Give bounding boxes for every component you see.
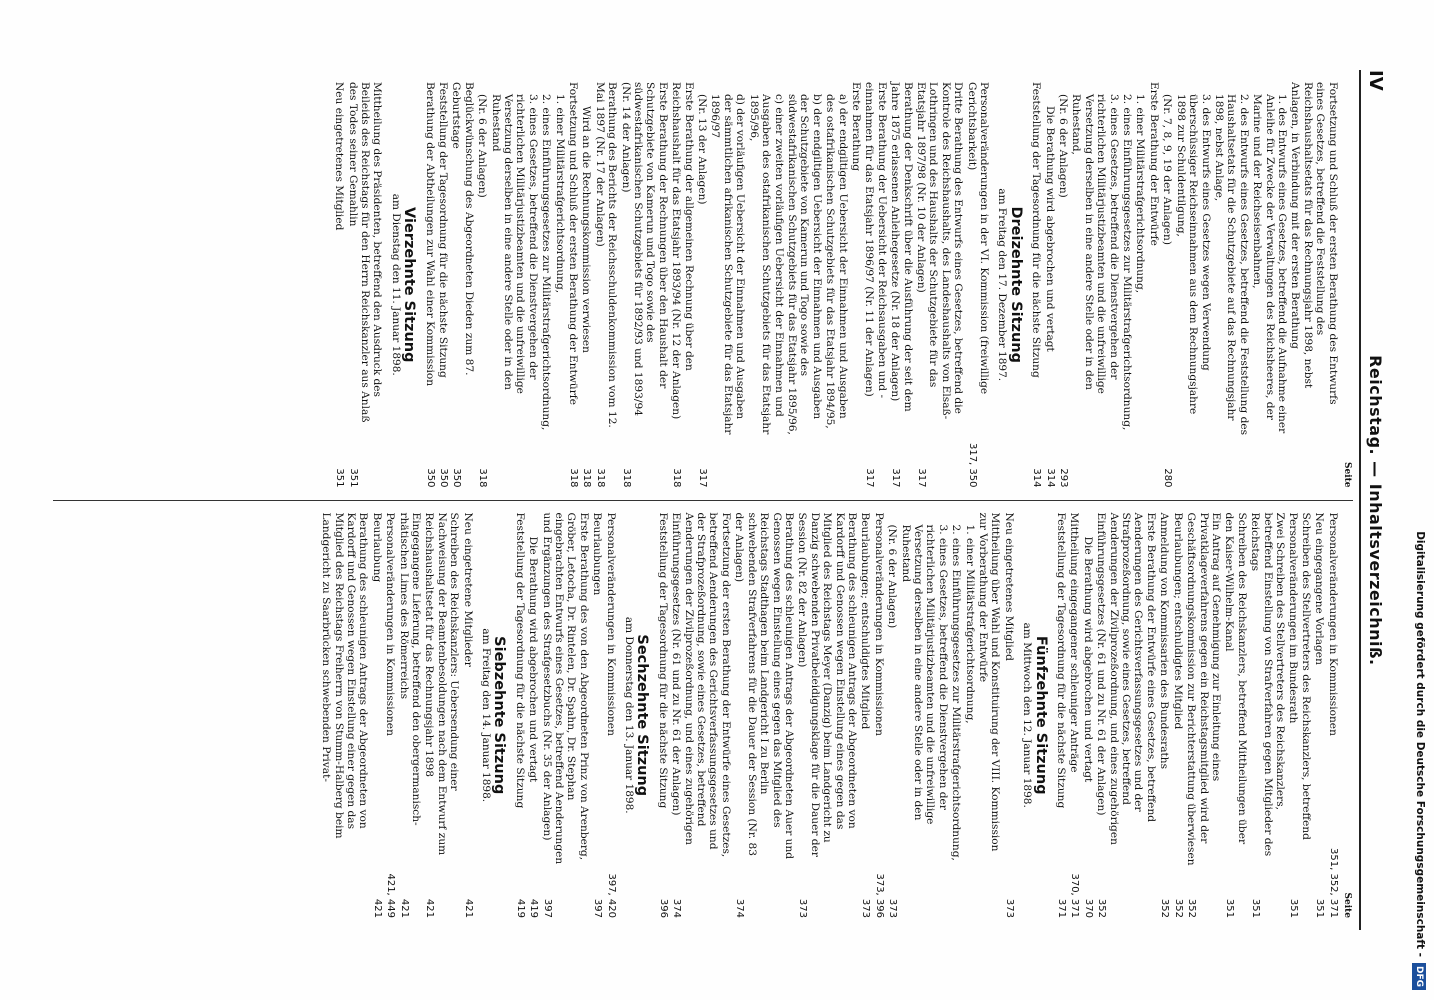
toc-entry-text: Feststellung der Tagesordnung für die nächste Sitzung (1030, 82, 1043, 378)
toc-entry-page: 280 (1162, 468, 1174, 488)
toc-entry (1134, 82, 1146, 488)
toc-entry (604, 513, 616, 919)
toc-entry (527, 513, 539, 919)
toc-entry (1057, 82, 1069, 488)
toc-entry-text: Personalveränderungen in Kommissionen (1326, 512, 1339, 736)
toc-entry-page: 396 (657, 898, 669, 918)
toc-entry (1326, 513, 1338, 919)
toc-entry-page: 350 (437, 468, 449, 488)
toc-entry (1030, 82, 1042, 488)
toc-entry-text: a) der endgiltigen Uebersicht der Einnahmen und Ausgaben des ostafrikanischen Schutzgebiets für das Etatsjahr 1894/95, (824, 94, 849, 429)
toc-entry (1289, 82, 1339, 488)
toc-entry (747, 82, 784, 488)
toc-entry-text: Neu eingetretenes Mitglied (333, 82, 346, 231)
digitization-note (1408, 10, 1432, 990)
toc-entry-page: 421, 449 (385, 873, 397, 918)
toc-entry (370, 513, 382, 919)
toc-entry-text: 3. eines Gesetzes, betreffend die Dienstvergehen der richterlichen Militärjustizbeamten und die unfreiwillige Versetzung derselben in eine andere Stelle oder in den Ruhestand (489, 94, 539, 394)
toc-entry (965, 82, 990, 488)
toc-entry-text: Neu eingegangene Vorlagen (1313, 512, 1326, 665)
toc-entry (1185, 513, 1222, 919)
toc-entry-text: Mittheilung über Wahl und Konstituirung der VIII. Kommission zur Vorberathung der Entwürfe (977, 512, 1002, 852)
toc-entry-text: Berathung des schleunigen Antrags der Abgeordneten Auer und Genossen wegen Einstellung eines gegen das Mitglied des Reichstags Stadthagen beim Landgericht I zu Berlin schwebenden Strafverfahrens für die Dauer der Session (Nr. 83 der Anlagen) (733, 512, 795, 860)
toc-entry-text: (Nr. 13 der Anlagen) (696, 94, 709, 205)
toc-entry-text: 2. des Entwurfs eines Gesetzes, betreffend die Feststellung des Haushaltsetats für die Schutzgebiete auf das Rechnungsjahr 1898, nebst Anlage, (1212, 94, 1250, 436)
toc-entry (1251, 82, 1288, 488)
toc-entry-text: 3. eines Gesetzes, betreffend die Dienstvergehen der richterlichen Militärjustizbeamten und die unfreiwillige Versetzung derselben in eine andere Stelle oder in den Ruhestand, (1070, 94, 1120, 394)
session-heading: Vierzehnte Sitzung (401, 207, 418, 363)
toc-entry (1158, 513, 1170, 919)
toc-entry-page: 351 (1250, 898, 1262, 918)
page-header (1359, 70, 1386, 930)
toc-entry-text: 3. des Entwurfs eines Gesetzes wegen Verwendung überschüssiger Reichseinnahmen aus dem Rechnungsjahre 1898 zur Schuldentilgung, (1174, 94, 1212, 415)
toc-entry-page: 351 (1288, 898, 1300, 918)
toc-entry-text: Die Berathung wird abgebrochen und vertagt (1081, 536, 1094, 783)
toc-entry (1070, 82, 1120, 488)
toc-entry (1002, 513, 1014, 919)
toc-columns (53, 70, 1353, 930)
toc-entry (1055, 513, 1067, 919)
toc-entry-page: 317 (890, 468, 902, 488)
toc-entry-page: 317, 350 (966, 442, 978, 488)
toc-entry-text: Fortsetzung und Schluß der ersten Berathung der Entwürfe (567, 82, 580, 405)
session-date: am Donnerstag den 13. Januar 1898. (623, 616, 636, 814)
toc-entry-text: Neu eingetretene Mitglieder (461, 512, 474, 667)
toc-entry (513, 513, 525, 919)
toc-entry-page: 318 (568, 468, 580, 488)
toc-entry-text: Schreiben des Stellvertreters des Reichskanzlers, betreffend Personalveränderungen im Bundesrath (1287, 512, 1312, 840)
toc-entry-page: 421 (462, 898, 474, 918)
toc-entry (1095, 513, 1157, 919)
page-number: IV (1365, 70, 1386, 91)
toc-entry-text: Fortsetzung der ersten Berathung der Entwürfe eines Gesetzes, betreffend Aenderungen des Gerichtsverfassungsgesetzes und der Strafprozeßordnung, sowie eines Gesetzes, betreffend Aenderungen der Zivilprozeßordnung, und eines zugehörigen Einführungsgesetzes (Nr. 61 und zu Nr. 61 der Anlagen) (670, 512, 732, 858)
toc-entry (320, 513, 370, 919)
toc-entry (333, 82, 345, 488)
toc-entry-page: 373 (887, 898, 899, 918)
toc-entry-text: Mittheilung des Präsidenten, betreffend den Ausdruck des Beileids des Reichstags für den Herrn Reichskanzler aus Anlaß des Todes seiner Gemahlin (346, 82, 384, 423)
toc-entry-text: Die Berathung wird abgebrochen und vertagt (527, 536, 540, 783)
toc-entry-page: 373 (1003, 898, 1015, 918)
toc-entry (696, 82, 708, 488)
toc-entry-page: 352 (1159, 898, 1171, 918)
toc-entry (1121, 82, 1133, 488)
toc-entry (889, 82, 914, 488)
toc-entry-text: 1. einer Militärstrafgerichtsordnung, (963, 524, 976, 724)
toc-entry-text: Eingegangene Lieferung, betreffend den obergermanisch-rhätischen Limes des Römerreichs (397, 512, 422, 826)
toc-entry-page: 293 (1058, 468, 1070, 488)
toc-entry-text: Wird an die Rechnungskommission verwiesen (580, 106, 593, 353)
toc-entry (1161, 82, 1173, 488)
toc-entry-text: Anmeldung von Kommissarien des Bundesraths (1158, 512, 1171, 770)
toc-entry-page: 318 (581, 468, 593, 488)
toc-entry (476, 82, 488, 488)
toc-entry-page: 317 (697, 468, 709, 488)
toc-entry-page: 421 (398, 898, 410, 918)
toc-entry-text: Berathung der Abtheilungen zur Wahl einer Kommission (423, 82, 436, 387)
toc-entry-text: Beglückwünschung des Abgeordneten Dieden zum 87. Geburtstage (450, 82, 475, 376)
toc-entry-page: 351, 352, 371 (1327, 848, 1339, 918)
funding-note: Digitalisierung gefördert durch die Deutsche Forschungsgemeinschaft - (1414, 531, 1426, 957)
toc-entry-text: 1. einer Militärstrafgerichtsordnung, (1134, 94, 1147, 294)
toc-entry (450, 82, 475, 488)
toc-entry (786, 82, 823, 488)
toc-column-left (53, 70, 1353, 500)
toc-entry-text: Feststellung der Tagesordnung für die nächste Sitzung (436, 82, 449, 378)
toc-entry (461, 513, 473, 919)
toc-entry (423, 513, 460, 919)
toc-entry-text: Berathung des Berichts der Reichsschuldenkommission vom 12. Mai 1897 (Nr. 17 der Anlagen) (593, 82, 619, 428)
toc-entry (1081, 513, 1093, 919)
toc-entry-page: 421 (424, 898, 436, 918)
toc-entry (1287, 513, 1312, 919)
toc-entry (384, 513, 396, 919)
toc-entry (859, 513, 871, 919)
toc-entry-text: Beurlaubung (370, 512, 383, 583)
toc-entry-page: 371 (1056, 898, 1068, 918)
toc-entry-page: 373, 396 (873, 873, 885, 918)
toc-entry (1249, 513, 1286, 919)
toc-entry (591, 513, 603, 919)
toc-entry-page: 317 (916, 468, 927, 488)
toc-entry-text: Berathung des schleunigen Antrags der Abgeordneten von Kardorff und Genossen wegen Einstellung eines gegen das Mitglied des Reichstags Meyer (Danzig) beim Landgericht zu Danzig schwebenden Privatbeleidigungsklage für die Dauer der Session (Nr. 82 der Anlagen) (796, 512, 858, 857)
toc-entry (733, 513, 795, 919)
toc-entry-text: (Nr. 6 der Anlagen) (476, 94, 489, 198)
toc-entry (423, 82, 435, 488)
toc-entry-page: 350 (451, 468, 463, 488)
toc-entry-text: Erste Berathung der Entwürfe eines Gesetzes, betreffend Aenderungen des Gerichtsverfassungsgesetzes und der Strafprozeßordnung, sowie eines Gesetzes, betreffend Aenderungen der Zivilprozeßordnung, und eines zugehörigen Einführungsgesetzes (Nr. 61 und zu Nr. 61 der Anlagen) (1095, 512, 1157, 845)
toc-entry-text: Mittheilung eingegangener schleuniger Anträge (1068, 512, 1081, 773)
toc-entry-text: c) einer zweiten vorläufigen Uebersicht der Einnahmen und Ausgaben des ostafrikanischen Schutzgebiets für das Etatsjahr 1895/96, (747, 94, 785, 435)
toc-entry (553, 82, 565, 488)
toc-entry (850, 82, 862, 488)
session-heading: Dreizehnte Sitzung (1007, 206, 1024, 364)
toc-entry-page: 314 (1044, 468, 1056, 488)
toc-entry-text: (Nr. 6 der Anlagen) (886, 524, 899, 629)
toc-entry (796, 513, 858, 919)
toc-entry-page: 314 (1031, 468, 1043, 488)
toc-entry (670, 82, 695, 488)
toc-entry-page: 419 (514, 898, 526, 918)
toc-entry-text: Berathung der Denkschrift über die Ausführung der seit dem Jahre 1875 erlassenen Anleihegesetze (Nr. 18 der Anlagen) (889, 82, 914, 412)
toc-entry-page: 352 (1172, 898, 1184, 918)
toc-entry-text: d) der vorläufigen Uebersicht der Einnahmen und Ausgaben der sämmtlichen afrikanischen Schutzgebiete für das Etatsjahr 1896/97 (709, 94, 747, 435)
toc-entry-text: Erste Berathung der Rechnungen über den Haushalt der Schutzgebiete von Kamerun und Togo sowie des südwestafrikanischen Schutzgebiets für 1892/93 und 1893/94 (Nr. 14 der Anlagen) (619, 82, 669, 416)
toc-entry (1174, 82, 1211, 488)
toc-entry-text: Erste Berathung der Uebersicht der Reichsausgaben und -einnahmen für das Etatsjahr 1896/97 (Nr. 11 der Anlagen) (863, 82, 888, 399)
toc-entry (567, 82, 579, 488)
toc-entry-page: 317 (864, 468, 876, 488)
toc-entry-page: 370, 371 (1069, 873, 1081, 918)
toc-entry-text: Erste Berathung (849, 82, 862, 172)
toc-entry-page: 421 (371, 898, 383, 918)
toc-entry-page: 373 (860, 898, 872, 918)
toc-entry (670, 513, 732, 919)
toc-entry-page: 397 (541, 898, 553, 918)
toc-entry-text: Die Berathung wird abgebrochen und vertagt (1043, 106, 1056, 352)
session-heading: Siebzehnte Sitzung (491, 636, 508, 795)
toc-entry-text: Schreiben des Reichskanzlers: Uebersendung einer Nachweisung der Beamtenbesoldungen nach dem Entwurf zum Reichshaushaltsetat für das Rechnungsjahr 1898 (423, 512, 461, 856)
session-date: am Freitag den 17. Dezember 1897. (996, 188, 1009, 382)
toc-entry-text: Beurlaubungen; entschuldigtes Mitglied (1171, 512, 1184, 730)
toc-entry-page: 397 (592, 898, 604, 918)
toc-entry (619, 82, 669, 488)
toc-entry-page: 374 (734, 898, 746, 918)
toc-entry (1043, 82, 1055, 488)
toc-entry-page: 352 (1096, 898, 1108, 918)
toc-entry (437, 82, 449, 488)
toc-entry (963, 513, 975, 919)
column-heading-left: Seite (1342, 461, 1352, 488)
toc-entry (1213, 82, 1250, 488)
page-title: Reichstag. — Inhaltsverzeichniß. (1366, 355, 1385, 666)
toc-entry (977, 513, 1002, 919)
toc-entry (593, 82, 618, 488)
toc-entry (540, 82, 552, 488)
toc-entry-text: Feststellung der Tagesordnung für die nächste Sitzung (656, 512, 669, 809)
toc-entry-page: 370 (1082, 898, 1094, 918)
toc-entry (397, 513, 422, 919)
toc-entry-page: 351 (347, 468, 359, 488)
toc-entry-text: Fortsetzung und Schluß der ersten Berathung des Entwurfs eines Gesetzes, betreffend die Feststellung des Reichshaushaltsetats für das Rechnungsjahr 1898, nebst Anlagen, in Verbindung mit der ersten Berathung (1289, 82, 1339, 405)
toc-entry-text: 2. eines Einführungsgesetzes zur Militärstrafgerichtsordnung, (1121, 94, 1134, 431)
toc-entry-page: 351 (1224, 898, 1236, 918)
toc-entry-text: Feststellung der Tagesordnung für die nächste Sitzung (1055, 512, 1068, 809)
toc-entry-text: 1. des Entwurfs eines Gesetzes, betreffend die Aufnahme einer Anleihe für Zwecke der Verwaltungen des Reichsheeres, der Marine und der Reichseisenbahnen, (1251, 94, 1288, 434)
toc-entry-text: b) der endgiltigen Uebersicht der Einnahmen und Ausgaben der Schutzgebiete von Kamerun und Togo sowie des südwestafrikanischen Schutzgebiets für das Etatsjahr 1895/96, (785, 94, 823, 435)
toc-entry-page: 318 (477, 468, 489, 488)
toc-entry-page: 350 (424, 468, 436, 488)
toc-column-right (53, 500, 1353, 931)
toc-entry (1148, 82, 1160, 488)
toc-entry-text: Schreiben des Reichskanzlers, betreffend Mittheilungen über den Kaiser-Wilhelm-Kanal (1223, 512, 1248, 845)
toc-entry-text: Personalveränderungen in Kommissionen (872, 512, 885, 736)
toc-entry (824, 82, 849, 488)
toc-entry (580, 82, 592, 488)
toc-entry-text: Dritte Berathung des Entwurfs eines Gesetzes, betreffend die Kontrole des Reichshaushalts, des Landeshaushalts von Elsaß-Lothringen und des Haushalts der Schutzgebiete für das Etatsjahr 1897/98 (Nr. 10 der Anlagen) (915, 82, 965, 420)
toc-entry (872, 513, 884, 919)
toc-entry-text: Personalveränderungen in Kommissionen (604, 512, 617, 736)
dfg-logo: DFG (1412, 963, 1426, 990)
toc-entry (1171, 513, 1183, 919)
toc-entry-page: 318 (671, 468, 683, 488)
toc-entry-text: Zwei Schreiben des Stellvertreters des Reichskanzlers, betreffend Einstellung von Strafverfahren gegen Mitglieder des Reichstags (1249, 512, 1286, 857)
toc-entry-page: 318 (620, 468, 632, 488)
toc-entry-text: Berathung des schleunigen Antrags der Abgeordneten von Kardorff und Genossen wegen Einstellung einer gegen das Mitglied des Reichstags Freiherrn von Stumm-Halberg beim Landgericht zu Saarbrücken schwebenden Privat- (320, 512, 370, 839)
toc-entry-page: 373 (797, 898, 809, 918)
toc-entry-text: Erste Berathung des von den Abgeordneten Prinz von Arenberg, Gröber, Letocha, Dr. Rintelen, Dr. Spahn, Dr. Stephan eingebrachten Entwurfs eines Gesetzes, betreffend Aenderungen und Ergänzungen des Strafgesetzbuchs (Nr. 35 der Anlagen) (540, 512, 590, 865)
toc-entry-page: 374 (671, 898, 683, 918)
toc-entry-text: 2. eines Einführungsgesetzes zur Militärstrafgerichtsordnung, (950, 524, 963, 861)
toc-entry-page: 352 (1186, 898, 1198, 918)
toc-entry (899, 513, 949, 919)
toc-entry (915, 82, 965, 488)
session-heading: Sechzehnte Sitzung (634, 634, 651, 797)
toc-entry-text: Personalveränderungen in der VI. Kommission (freiwillige Gerichtsbarkeit) (965, 82, 991, 395)
toc-entry-page: 351 (1314, 898, 1326, 918)
toc-entry-page: 318 (594, 468, 606, 488)
toc-entry-text: Neu eingetretenes Mitglied (1002, 512, 1015, 661)
toc-entry-text: 3. eines Gesetzes, betreffend die Dienstvergehen der richterlichen Militärjustizbeamten und die unfreiwillige Versetzung derselben in eine andere Stelle oder in den Ruhestand (899, 524, 949, 825)
toc-entry-text: Feststellung der Tagesordnung für die nächste Sitzung (513, 512, 526, 809)
session-date: am Dienstag den 11. Januar 1898. (389, 193, 402, 376)
toc-entry-page: 351 (334, 468, 346, 488)
session-heading: Fünfzehnte Sitzung (1032, 635, 1049, 795)
toc-entry (886, 513, 898, 919)
toc-entry (950, 513, 962, 919)
toc-entry-text: 1. einer Militärstrafgerichtsordnung, (553, 94, 566, 294)
session-date: am Freitag den 14. Januar 1898. (480, 628, 492, 803)
toc-entry-text: Personalveränderungen in Kommissionen (384, 512, 397, 736)
toc-entry-text: (Nr. 7, 8, 9, 19 der Anlagen) (1161, 94, 1174, 245)
toc-entry-text: Erste Berathung der Entwürfe (1147, 82, 1160, 246)
toc-entry-page: 397, 420 (605, 873, 617, 918)
toc-entry (540, 513, 590, 919)
toc-entry (656, 513, 668, 919)
toc-entry-text: Erste Berathung der allgemeinen Rechnung über den Reichshaushalt für das Etatsjahr 1893/94 (Nr. 12 der Anlagen) (670, 82, 695, 420)
digitization-sidebar (1408, 10, 1432, 990)
toc-entry (346, 82, 383, 488)
toc-entry-text: Beurlaubungen (591, 512, 604, 596)
toc-entry-text: Beurlaubungen; entschuldigtes Mitglied (859, 512, 872, 730)
toc-entry (489, 82, 539, 488)
toc-entry-text: Ein Antrag auf Genehmigung zur Einleitung eines Privatklageverfahrens gegen ein Reichstagsmitglied wird der Geschäftsordnungskommission zur Berichterstattung überwiesen (1185, 512, 1222, 866)
toc-entry-text: 2. eines Einführungsgesetzes zur Militärstrafgerichtsordnung, (540, 94, 553, 431)
toc-entry (1313, 513, 1325, 919)
toc-entry-text: (Nr. 6 der Anlagen) (1057, 94, 1070, 198)
toc-entry (863, 82, 888, 488)
toc-entry (709, 82, 746, 488)
session-date: am Mittwoch den 12. Januar 1898. (1021, 622, 1034, 808)
toc-entry-page: 419 (528, 898, 540, 918)
toc-entry (1223, 513, 1248, 919)
column-heading-right: Seite (1342, 892, 1352, 918)
toc-entry (1068, 513, 1080, 919)
